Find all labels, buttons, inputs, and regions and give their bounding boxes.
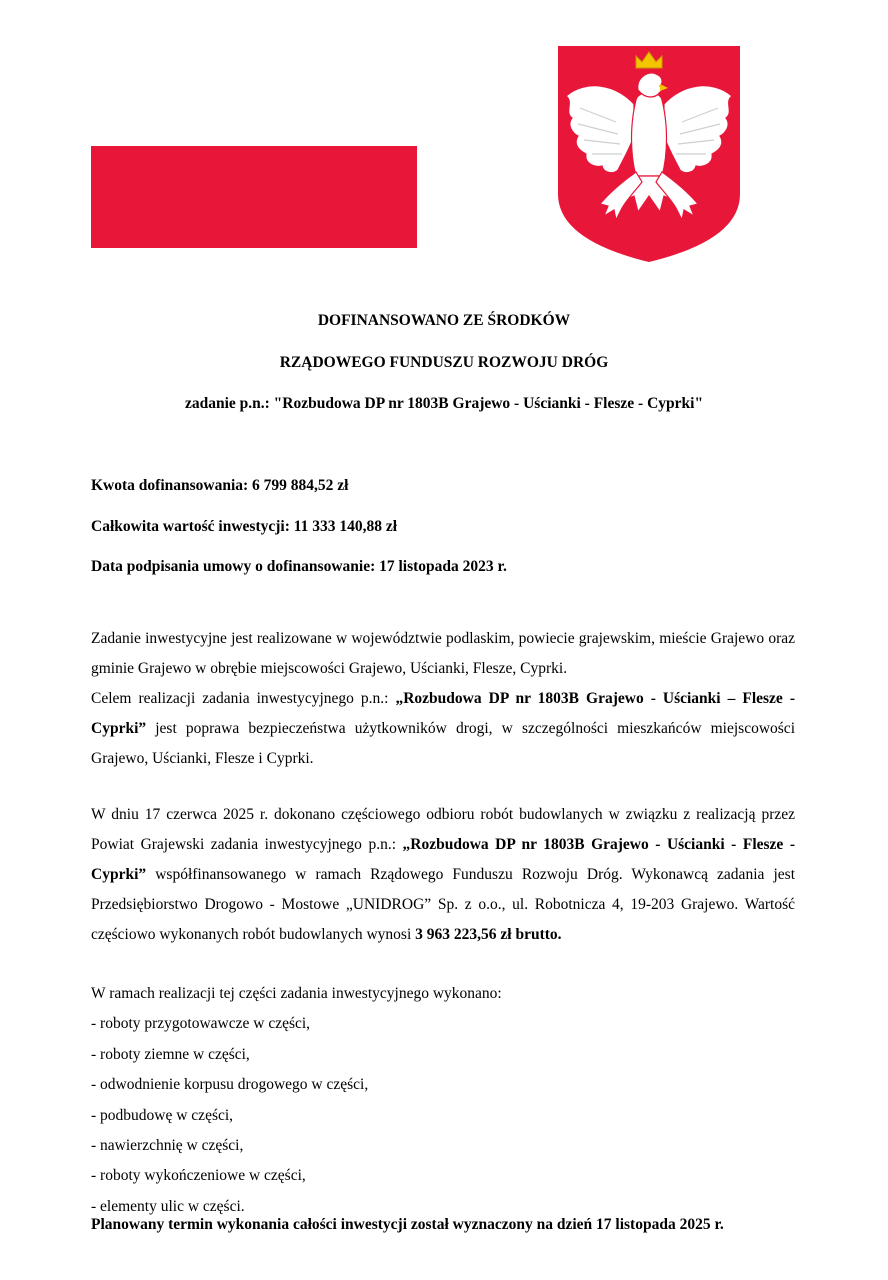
list-item: - elementy ulic w części. [91,1197,245,1215]
works-list [91,979,795,1222]
header-line-2: RZĄDOWEGO FUNDUSZU ROZWOJU DRÓG [279,354,609,371]
list-item: - roboty ziemne w części, [91,1045,250,1063]
acceptance-amount: 3 963 223,56 zł brutto. [415,926,562,943]
acceptance-intro: W dniu 17 czerwca 2025 r. dokonano częściowego odbioru robót budowlanych w związku z realizacją przez Powiat Grajewski zadania inwestycyjnego p.n.: [91,806,795,853]
purpose-intro: Celem realizacji zadania inwestycyjnego p.n.: [91,690,396,707]
list-item: - roboty wykończeniowe w części, [91,1167,306,1185]
funding-amount: Kwota dofinansowania: 6 799 884,52 zł [91,477,349,494]
list-item: - nawierzchnię w części, [91,1137,244,1155]
task-title: zadanie p.n.: "Rozbudowa DP nr 1803B Grajewo - Uścianki - Flesze - Cyprki" [184,395,704,412]
list-item: - podbudowę w części, [91,1106,234,1124]
polish-eagle-emblem-icon [556,44,742,264]
purpose-rest: jest poprawa bezpieczeństwa użytkowników drogi, w szczególności mieszkańców miejscowości Grajewo, Uścianki, Flesze i Cyprki. [91,720,795,767]
polish-flag [91,146,417,248]
paragraph-purpose [91,684,795,774]
works-list-intro: W ramach realizacji tej części zadania inwestycyjnego wykonano: [91,985,502,1002]
list-item: - roboty przygotowawcze w części, [91,1015,311,1033]
header-line-1: DOFINANSOWANO ZE ŚRODKÓW [317,312,571,329]
acceptance-details: współfinansowanego w ramach Rządowego Funduszu Rozwoju Dróg. Wykonawcą zadania jest Przedsiębiorstwo Drogowo - Mostowe „UNIDROG” Sp. z o.o., ul. Robotnicza 4, 19-203 Grajewo. Wartość częściowo wykonanych robót budowlanych wynosi [91,866,795,943]
paragraph-location [91,624,795,684]
purpose-task-name: „Rozbudowa DP nr 1803B Grajewo - Uścianki – Flesze - Cyprki” [91,690,795,737]
agreement-date: Data podpisania umowy o dofinansowanie: 17 listopada 2023 r. [91,558,507,575]
acceptance-task-name: „Rozbudowa DP nr 1803B Grajewo - Uścianki - Flesze - Cyprki” [91,836,795,883]
paragraph-acceptance [91,800,795,950]
total-investment-value: Całkowita wartość inwestycji: 11 333 140,88 zł [91,518,398,535]
paragraph-location-text: Zadanie inwestycyjne jest realizowane w województwie podlaskim, powiecie grajewskim, mieście Grajewo oraz gminie Grajewo w obrębie miejscowości Grajewo, Uścianki, Flesze, Cyprki. [91,630,795,677]
list-item: - odwodnienie korpusu drogowego w części, [91,1076,369,1094]
planned-completion-date: Planowany termin wykonania całości inwestycji został wyznaczony na dzień 17 listopada 2025 r. [91,1216,724,1233]
